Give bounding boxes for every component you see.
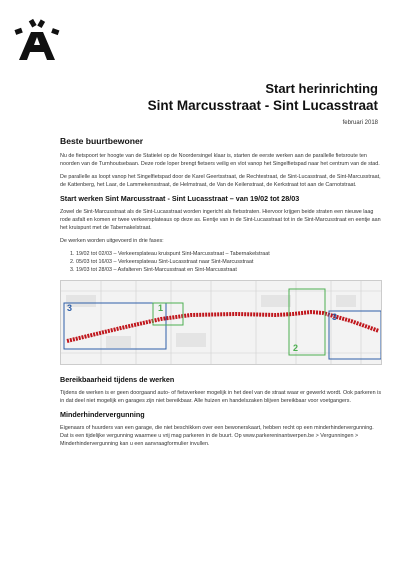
title-line-2: Sint Marcusstraat - Sint Lucasstraat [147, 98, 378, 113]
city-of-antwerp-logo [12, 18, 64, 62]
phase-item: 3. 19/03 tot 28/03 – Asfalteren Sint-Marcusstraat en Sint-Marcusstraat [76, 266, 382, 274]
document-date: februari 2018 [342, 120, 378, 126]
works-heading: Start werken Sint Marcusstraat - Sint Lucasstraat – van 19/02 tot 28/03 [60, 194, 300, 203]
phases-intro: De werken worden uitgevoerd in drie fases: [60, 238, 164, 244]
title-line-1: Start herinrichting [265, 81, 378, 96]
document-body [60, 136, 382, 453]
map-drawing [61, 281, 382, 365]
access-heading: Bereikbaarheid tijdens de werken [60, 375, 175, 384]
document-header [148, 80, 378, 126]
map-label-phase: 3 [67, 303, 73, 313]
phases-list [76, 250, 382, 274]
intro-paragraph-1: Nu de fietspoort ter hoogte van de Statielei op de Noordersingel klaar is, starten de eerste werken aan de parallelle fietsroute ten noorden van de Turnhoutsebaan. Deze rode loper brengt fietsers veilig en vlot vanop het Singelfietspad naar het centrum van de stad. [60, 153, 380, 167]
works-map [60, 280, 382, 365]
intro-paragraph-2: De parallelle as loopt vanop het Singelfietspad door de Karel Geertsstraat, de Rechtestraat, de Sint-Lucasstraat, de Sint-Marcusstraat, de Kattenberg, het Laar, de Lammekensstraat, de Helmstraat, de Van de Keilenstraat, de Kerkstraat tot aan de Carnotstraat. [60, 174, 381, 188]
permit-heading: Minderhindervergunning [60, 410, 145, 419]
phase-item: 1. 19/02 tot 02/03 – Verkeersplateau kruispunt Sint-Marcusstraat – Tabernakelstraat [76, 250, 382, 258]
map-label-phase: 1 [158, 303, 164, 313]
access-paragraph: Tijdens de werken is er geen doorgaand auto- of fietsverkeer mogelijk in het deel van de straat waar er gewerkt wordt. Ook parkeren is in dat deel niet mogelijk en garages zijn niet bereikbaar. Alle huizen en handelszaken blijven bereikbaar voor voetgangers. [60, 390, 382, 404]
greeting-heading: Beste buurtbewoner [60, 136, 144, 146]
permit-paragraph: Eigenaars of huurders van een garage, die niet beschikken over een bewonerskaart, hebben recht op een minderhindervergunning. Dat is een tijdelijke vergunning waarmee u vrij mag parkeren in de buurt. Op www.parkereninantwerpen.be > Vergunningen > Minderhindervergunning kan u een aanvraagformulier invullen. [60, 425, 374, 447]
phase-item: 2. 05/03 tot 16/03 – Verkeersplateau Sint-Lucasstraat naar Sint-Marcusstraat [76, 258, 382, 266]
works-paragraph: Zowel de Sint-Marcusstraat als de Sint-Lucasstraat worden ingericht als fietsstraten. Hiervoor krijgen beide straten een nieuwe laag rode asfalt en komen er twee verkeersplateaus op deze as. Eentje van in de Sint-Lucasstraat tot in de Sint-Marcusstraat en eentje aan het kruispunt met de Tabernakelstraat. [60, 209, 381, 231]
map-label-phase: 3 [332, 312, 338, 322]
map-label-phase: 2 [293, 343, 299, 353]
